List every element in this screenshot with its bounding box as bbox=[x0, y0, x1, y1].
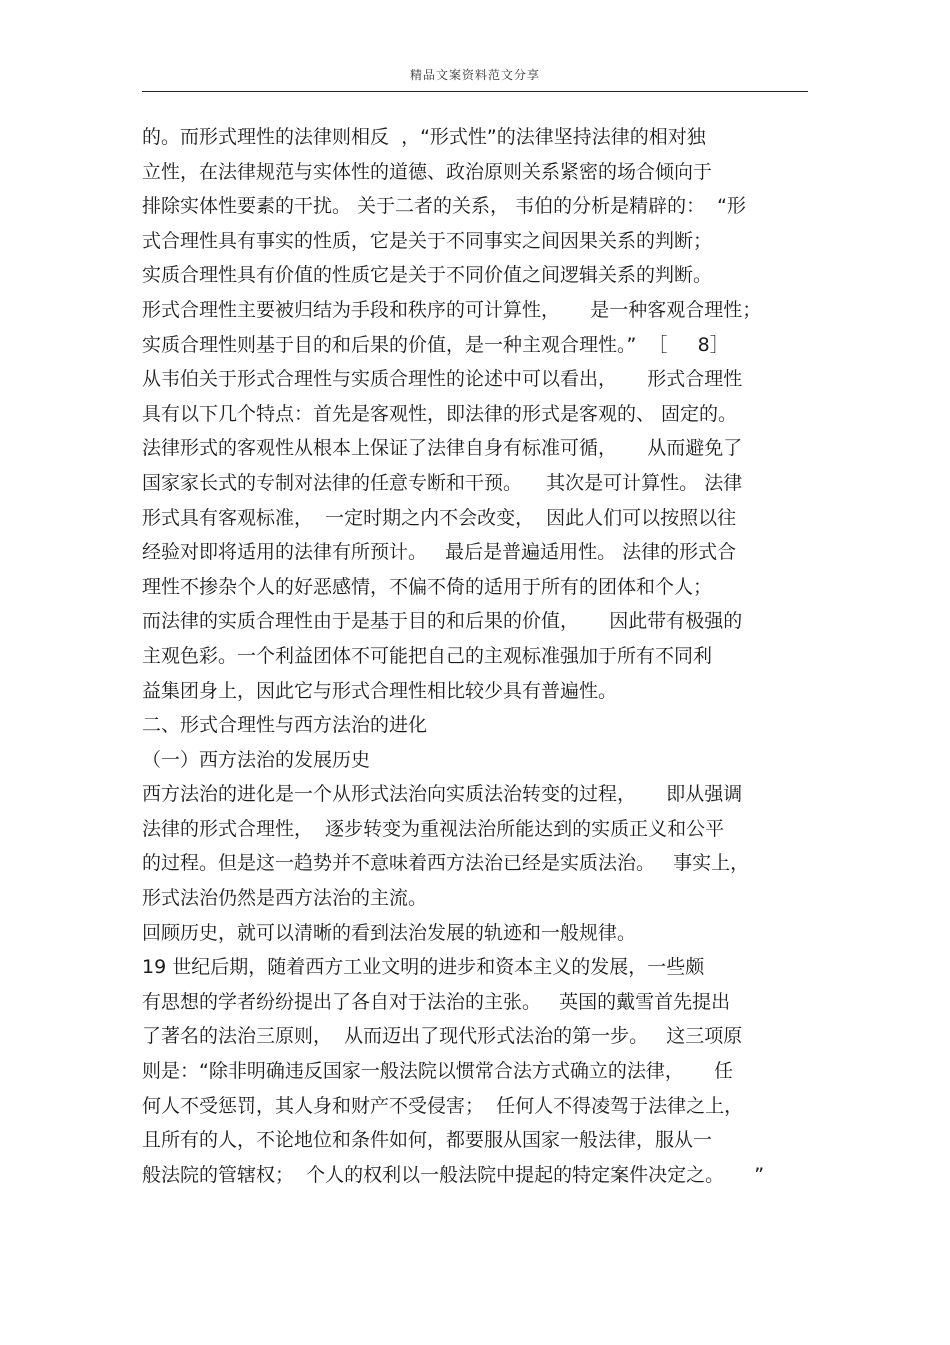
text-line: 式合理性具有事实的性质，它是关于不同事实之间因果关系的判断； bbox=[142, 229, 713, 252]
text-line: 西方法治的进化是一个从形式法治向实质法治转变的过程， 即从强调 bbox=[142, 783, 743, 806]
text-line: 从韦伯关于形式合理性与实质合理性的论述中可以看出， 形式合理性 bbox=[142, 368, 743, 391]
text-line: 形式合理性主要被归结为手段和秩序的可计算性， 是一种客观合理性； bbox=[142, 298, 762, 321]
text-line: 且所有的人，不论地位和条件如何，都要服从国家一般法律，服从一 bbox=[142, 1129, 713, 1152]
text-line: 法律的形式合理性， 逐步转变为重视法治所能达到的实质正义和公平 bbox=[142, 817, 725, 840]
text-line: 回顾历史，就可以清晰的看到法治发展的轨迹和一般规律。 bbox=[142, 921, 637, 944]
section-heading: 二、形式合理性与西方法治的进化 bbox=[142, 714, 428, 737]
text-line: 般法院的管辖权； 个人的权利以一般法院中提起的特定案件决定之。 ” bbox=[142, 1163, 765, 1186]
document-body bbox=[142, 120, 822, 1192]
subsection-heading: （一）西方法治的发展历史 bbox=[142, 748, 371, 771]
text-line: 理性不掺杂个人的好恶感情，不偏不倚的适用于所有的团体和个人； bbox=[142, 575, 713, 598]
text-line: 而法律的实质合理性由于是基于目的和后果的价值， 因此带有极强的 bbox=[142, 610, 743, 633]
text-line: 形式具有客观标准， 一定时期之内不会改变， 因此人们可以按照以往 bbox=[142, 506, 737, 529]
header-divider bbox=[142, 91, 808, 92]
text-line: 经验对即将适用的法律有所预计。 最后是普遍适用性。 法律的形式合 bbox=[142, 541, 737, 564]
text-line: 排除实体性要素的干扰。 关于二者的关系， 韦伯的分析是精辟的： “形 bbox=[142, 195, 747, 218]
text-line: 的过程。但是这一趋势并不意味着西方法治已经是实质法治。 事实上， bbox=[142, 852, 750, 875]
text-line: 则是：“除非明确违反国家一般法院以惯常合法方式确立的法律， 任 bbox=[142, 1060, 734, 1083]
text-line: 实质合理性则基于目的和后果的价值，是一种主观合理性。” ［ 8］ bbox=[142, 333, 729, 356]
text-line: 了著名的法治三原则， 从而迈出了现代形式法治的第一步。 这三项原 bbox=[142, 1025, 743, 1048]
text-line: 实质合理性具有价值的性质它是关于不同价值之间逻辑关系的判断。 bbox=[142, 264, 713, 287]
text-line: 主观色彩。一个利益团体不可能把自己的主观标准强加于所有不同利 bbox=[142, 644, 713, 667]
text-line: 具有以下几个特点：首先是客观性，即法律的形式是客观的、 固定的。 bbox=[142, 402, 738, 425]
text-line: 立性，在法律规范与实体性的道德、政治原则关系紧密的场合倾向于 bbox=[142, 160, 713, 183]
text-line: 19 世纪后期，随着西方工业文明的进步和资本主义的发展，一些颇 bbox=[142, 956, 705, 979]
text-line: 益集团身上，因此它与形式合理性相比较少具有普遍性。 bbox=[142, 679, 618, 702]
text-line: 形式法治仍然是西方法治的主流。 bbox=[142, 887, 428, 910]
page-header: 精品文案资料范文分享 bbox=[409, 68, 540, 82]
text-line: 何人不受惩罚，其人身和财产不受侵害； 任何人不得凌驾于法律之上， bbox=[142, 1094, 744, 1117]
text-line: 国家家长式的专制对法律的任意专断和干预。 其次是可计算性。 法律 bbox=[142, 471, 743, 494]
text-line: 的。而形式理性的法律则相反 ，“形式性”的法律坚持法律的相对独 bbox=[142, 126, 706, 148]
text-line: 有思想的学者纷纷提出了各自对于法治的主张。 英国的戴雪首先提出 bbox=[142, 990, 731, 1013]
text-line: 法律形式的客观性从根本上保证了法律自身有标准可循， 从而避免了 bbox=[142, 437, 743, 460]
